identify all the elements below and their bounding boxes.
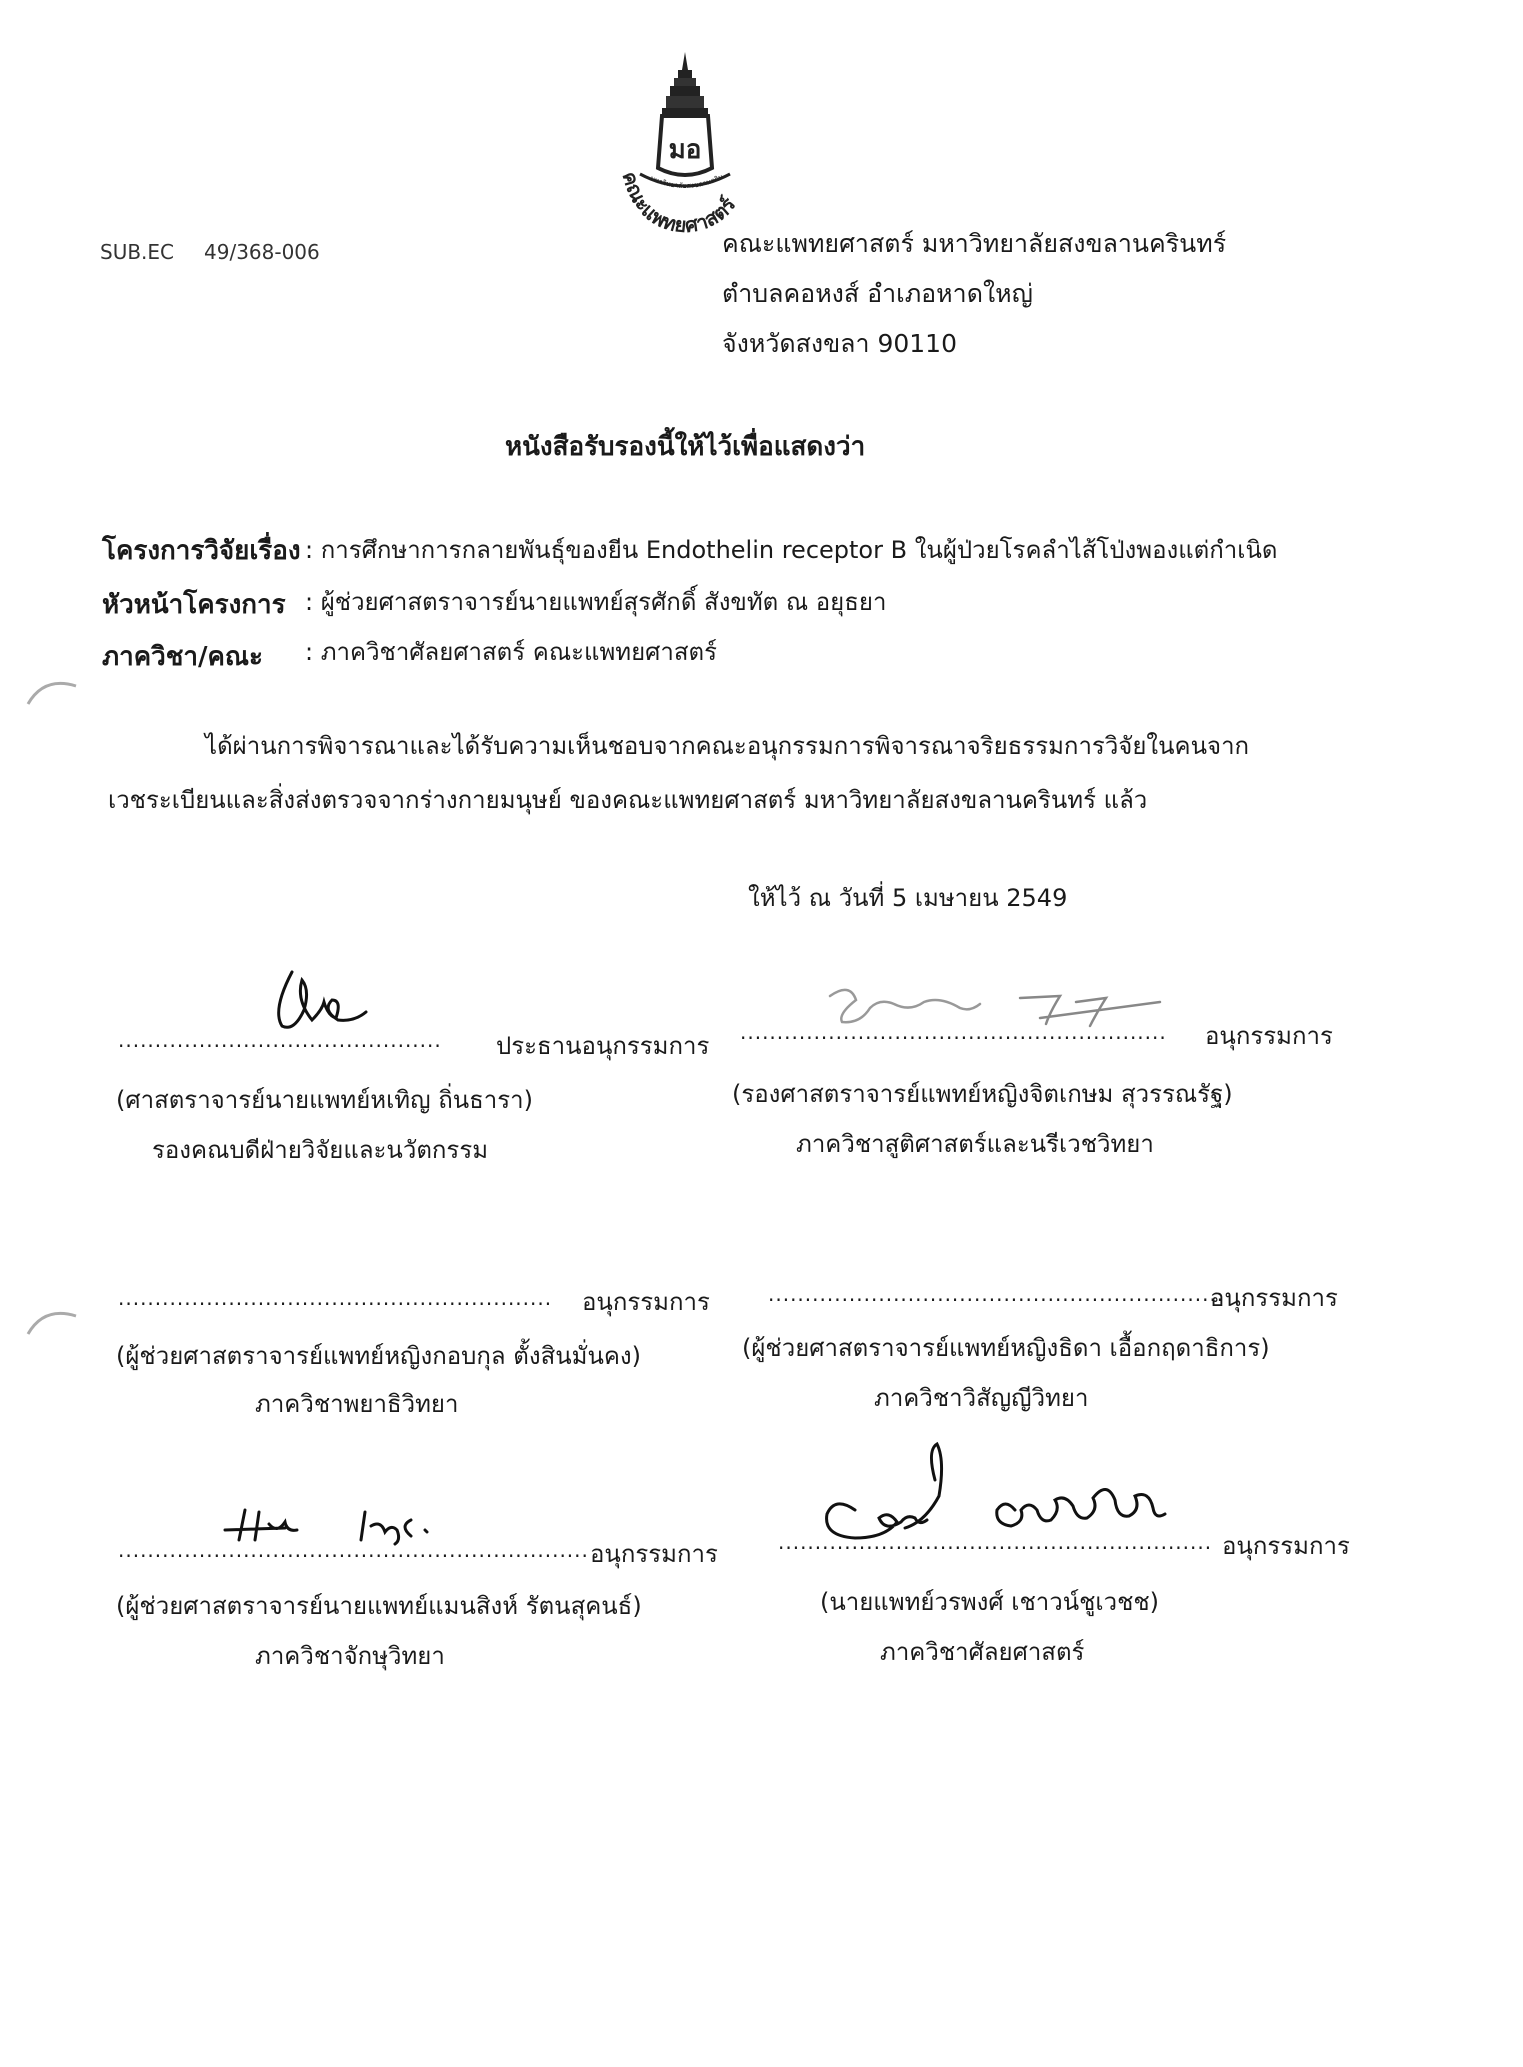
signature-line-6: ........................................................... bbox=[778, 1530, 1213, 1554]
signature-line-4: .............................................................. bbox=[768, 1282, 1225, 1306]
signatory-6-name: (นายแพทย์วรพงศ์ เชาวน์ชูเวชช) bbox=[820, 1588, 1160, 1616]
project-dept-value: : ภาควิชาศัลยศาสตร์ คณะแพทยศาสตร์ bbox=[305, 638, 717, 666]
signatory-3-name: (ผู้ช่วยศาสตราจารย์แพทย์หญิงกอบกุล ตั้งสินมั่นคง) bbox=[116, 1342, 641, 1370]
project-head-value: : ผู้ช่วยศาสตราจารย์นายแพทย์สุรศักดิ์ สังขทัต ณ อยุธยา bbox=[305, 588, 887, 616]
signatory-1-role: ประธานอนุกรรมการ bbox=[496, 1032, 710, 1060]
project-dept-label: ภาควิชา/คณะ bbox=[102, 642, 263, 672]
punch-hole-mark bbox=[24, 670, 80, 710]
project-head-label: หัวหน้าโครงการ bbox=[102, 590, 286, 620]
date-line: ให้ไว้ ณ วันที่ 5 เมษายน 2549 bbox=[748, 884, 1068, 912]
address-line-3: จังหวัดสงขลา 90110 bbox=[722, 329, 957, 358]
reference-code: SUB.EC bbox=[100, 240, 175, 264]
signatory-2-dept: ภาควิชาสูติศาสตร์และนรีเวชวิทยา bbox=[796, 1130, 1154, 1158]
faculty-seal bbox=[600, 50, 770, 240]
project-title-value: : การศึกษาการกลายพันธุ์ของยีน Endothelin receptor B ในผู้ป่วยโรคลำไส้โป่งพองแต่กำเนิด bbox=[305, 536, 1278, 564]
signature-line-2: .......................................................... bbox=[740, 1020, 1167, 1044]
signatory-1-name: (ศาสตราจารย์นายแพทย์หเทิญ ถิ่นธารา) bbox=[116, 1086, 533, 1114]
project-title-label: โครงการวิจัยเรื่อง bbox=[102, 536, 301, 566]
address-line-1: คณะแพทยศาสตร์ มหาวิทยาลัยสงขลานครินทร์ bbox=[722, 229, 1227, 258]
signatory-5-dept: ภาควิชาจักษุวิทยา bbox=[255, 1642, 445, 1670]
signatory-4-name: (ผู้ช่วยศาสตราจารย์แพทย์หญิงธิดา เอื้อกฤดาธิการ) bbox=[742, 1334, 1270, 1362]
seal-emblem-text: มอ bbox=[668, 135, 702, 165]
signatory-4-dept: ภาควิชาวิสัญญีวิทยา bbox=[874, 1384, 1089, 1412]
signatory-3-role: อนุกรรมการ bbox=[582, 1288, 710, 1316]
signatory-2-name: (รองศาสตราจารย์แพทย์หญิงจิตเกษม สุวรรณรัฐ) bbox=[732, 1080, 1233, 1108]
signatory-5-name: (ผู้ช่วยศาสตราจารย์นายแพทย์แมนสิงห์ รัตนสุคนธ์) bbox=[116, 1592, 642, 1620]
seal-ring-text: คณะแพทยศาสตร์ bbox=[617, 168, 741, 238]
signatory-6-role: อนุกรรมการ bbox=[1222, 1532, 1350, 1560]
body-line-1: ได้ผ่านการพิจารณาและได้รับความเห็นชอบจากคณะอนุกรรมการพิจารณาจริยธรรมการวิจัยในคนจาก bbox=[205, 732, 1250, 760]
signature-line-5: ................................................................ bbox=[118, 1538, 589, 1562]
seal-banner-text: มหาวิทยาลัยสงขลานคริน bbox=[648, 172, 725, 191]
signature-line-3: ........................................................... bbox=[118, 1286, 553, 1310]
signatory-3-dept: ภาควิชาพยาธิวิทยา bbox=[255, 1390, 459, 1418]
signatory-2-role: อนุกรรมการ bbox=[1205, 1022, 1333, 1050]
punch-hole-mark bbox=[24, 1300, 80, 1340]
signatory-6-dept: ภาควิชาศัลยศาสตร์ bbox=[880, 1638, 1085, 1666]
signatory-4-role: อนุกรรมการ bbox=[1210, 1284, 1338, 1312]
signature-line-1: ............................................ bbox=[118, 1028, 442, 1052]
signatory-1-dept: รองคณบดีฝ่ายวิจัยและนวัตกรรม bbox=[152, 1136, 489, 1164]
signatory-5-role: อนุกรรมการ bbox=[590, 1540, 718, 1568]
address-line-2: ตำบลคอหงส์ อำเภอหาดใหญ่ bbox=[722, 279, 1033, 308]
body-line-2: เวชระเบียนและสิ่งส่งตรวจจากร่างกายมนุษย์ ของคณะแพทยศาสตร์ มหาวิทยาลัยสงขลานครินทร์ แล้ว bbox=[108, 786, 1148, 814]
seal-graphic bbox=[600, 50, 770, 240]
certificate-heading: หนังสือรับรองนี้ให้ไว้เพื่อแสดงว่า bbox=[505, 432, 866, 462]
reference-number: 49/368-006 bbox=[204, 240, 320, 264]
